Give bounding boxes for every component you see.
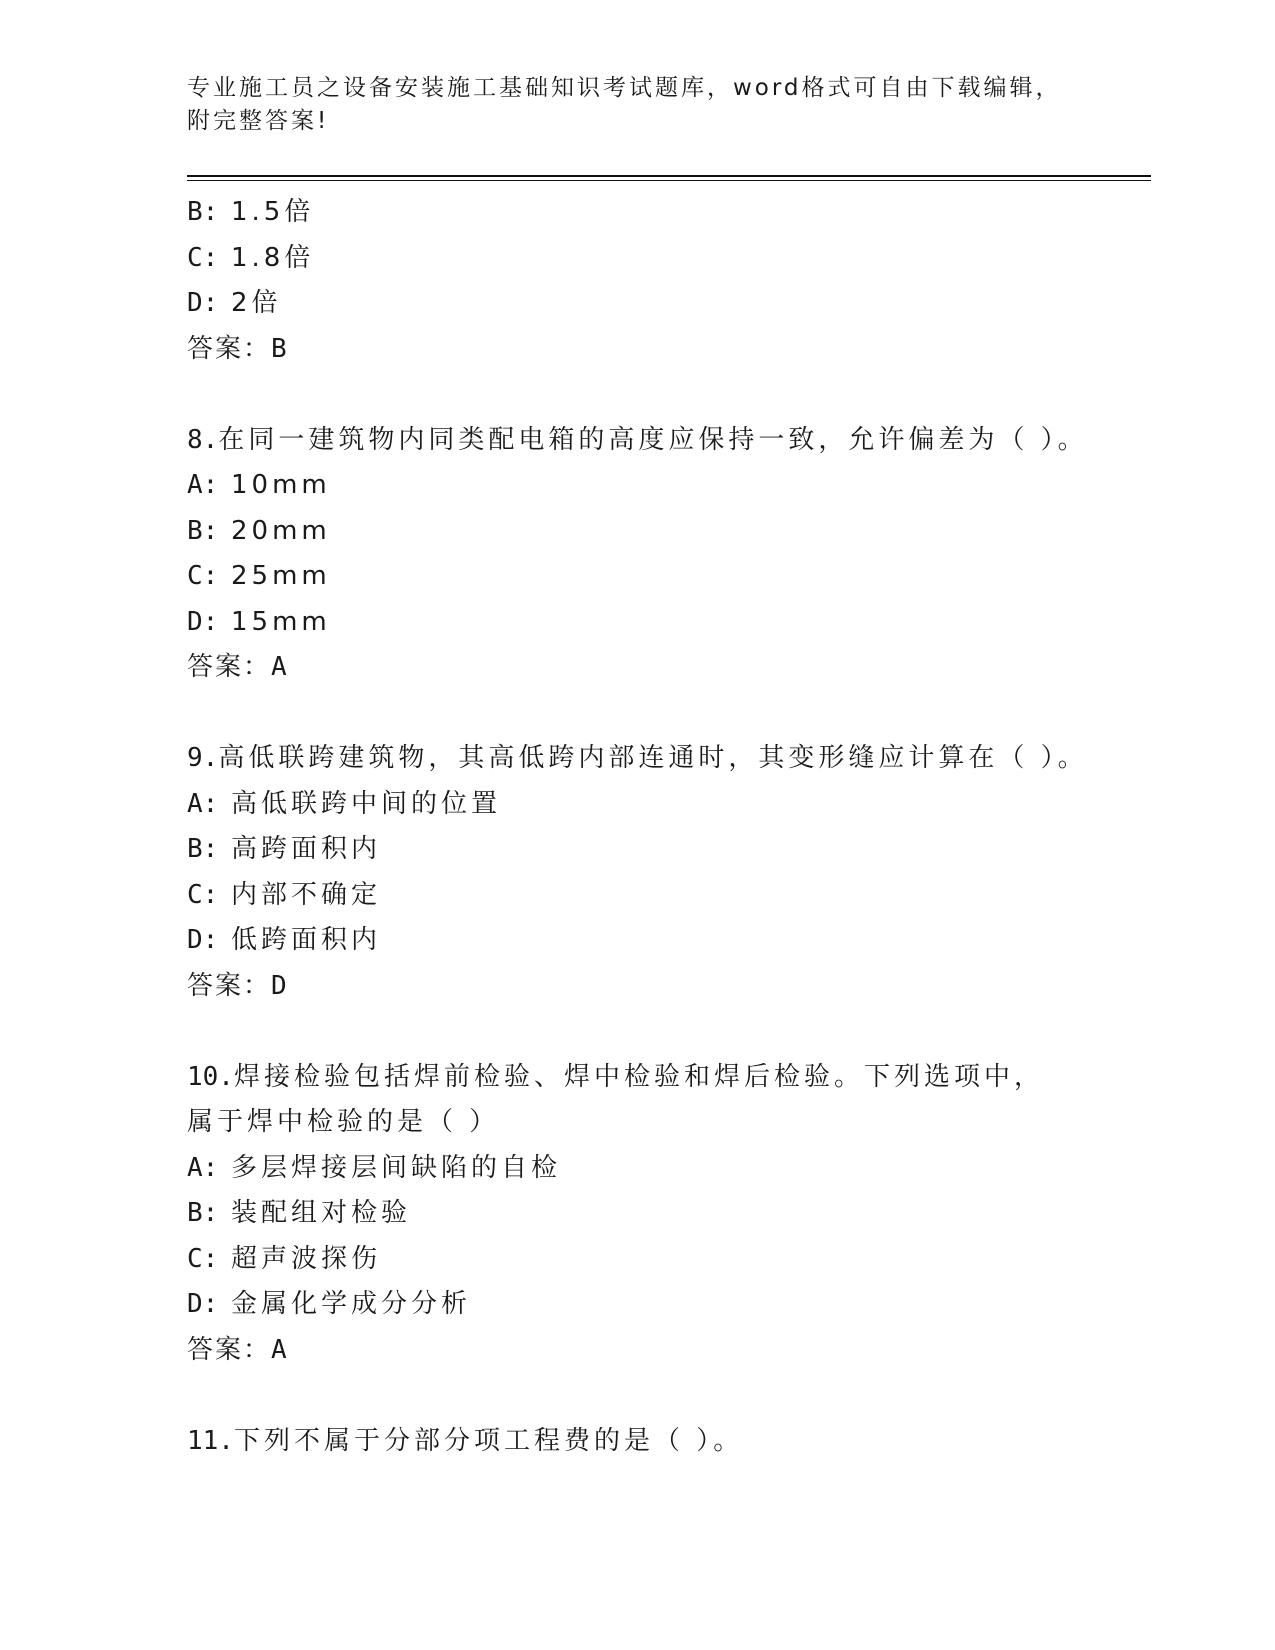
answer-line: 答案：D: [187, 970, 289, 1001]
option-d: [187, 918, 1107, 964]
option-a: [187, 463, 1107, 509]
option-key: B:: [187, 834, 219, 864]
option-text: 装配组对检验: [231, 1198, 412, 1228]
option-text: 25mm: [231, 561, 331, 591]
header-rule-thin: [187, 180, 1151, 181]
answer-line: 答案：A: [187, 1334, 289, 1365]
question-9: [187, 736, 1107, 1009]
spacer: [187, 691, 1107, 737]
question-stem: [187, 1419, 1107, 1465]
option-key: D:: [187, 288, 219, 318]
option-text: 20mm: [231, 515, 331, 546]
option-text: 内部不确定: [231, 879, 382, 910]
option-key: C:: [187, 561, 219, 591]
option-text: 10mm: [231, 470, 331, 500]
question-number: 11.: [187, 1425, 234, 1456]
question-10: [187, 1055, 1107, 1374]
option-text: 1.8倍: [231, 242, 315, 273]
option-text: 15mm: [231, 606, 331, 637]
option-text: 高跨面积内: [231, 834, 382, 864]
answer-line: 答案：A: [187, 652, 289, 682]
option-c: [187, 236, 1107, 282]
question-number: 10.: [187, 1061, 234, 1092]
spacer: [187, 1373, 1107, 1419]
question-text: 在同一建筑物内同类配电箱的高度应保持一致，允许偏差为（ ）。: [218, 424, 1088, 455]
option-key: A:: [187, 788, 219, 819]
option-key: D:: [187, 606, 219, 637]
question-8: [187, 418, 1107, 691]
question-number: 9.: [187, 743, 219, 773]
question-text: 下列不属于分部分项工程费的是（ ）。: [233, 1425, 744, 1456]
option-key: B:: [187, 197, 219, 227]
option-c: [187, 1237, 1107, 1283]
option-b: [187, 190, 1107, 236]
option-b: [187, 509, 1107, 555]
option-text: 金属化学成分分析: [231, 1289, 472, 1319]
option-key: C:: [187, 879, 219, 910]
option-key: A:: [187, 1152, 219, 1183]
option-d: [187, 1282, 1107, 1328]
option-text: 低跨面积内: [231, 925, 382, 955]
header-rule-thick: [187, 175, 1151, 177]
question-text: 焊接检验包括焊前检验、焊中检验和焊后检验。下列选项中，属于焊中检验的是（ ）: [187, 1061, 1044, 1137]
option-b: [187, 827, 1107, 873]
spacer: [187, 372, 1107, 418]
spacer: [187, 1009, 1107, 1055]
question-7-continued: [187, 190, 1107, 372]
option-b: [187, 1191, 1107, 1237]
document-header: 专业施工员之设备安装施工基础知识考试题库，word格式可自由下载编辑，附完整答案!: [187, 75, 1062, 134]
option-key: C:: [187, 1243, 219, 1274]
option-key: D:: [187, 1289, 219, 1319]
option-c: [187, 873, 1107, 919]
option-key: A:: [187, 470, 219, 500]
question-stem: [187, 1055, 1057, 1146]
question-stem: [187, 418, 1107, 464]
option-text: 1.5倍: [231, 197, 315, 227]
option-d: [187, 281, 1107, 327]
option-text: 2倍: [231, 288, 282, 318]
answer-line: 答案：B: [187, 333, 289, 364]
option-key: C:: [187, 242, 219, 273]
option-d: [187, 600, 1107, 646]
option-key: D:: [187, 925, 219, 955]
option-key: B:: [187, 515, 219, 546]
option-a: [187, 782, 1107, 828]
option-text: 多层焊接层间缺陷的自检: [231, 1152, 562, 1183]
question-11: [187, 1419, 1107, 1465]
option-a: [187, 1146, 1107, 1192]
option-key: B:: [187, 1198, 219, 1228]
question-list: [187, 190, 1107, 1464]
question-number: 8.: [187, 424, 219, 455]
option-text: 超声波探伤: [231, 1243, 382, 1274]
option-c: [187, 554, 1107, 600]
option-text: 高低联跨中间的位置: [231, 788, 502, 819]
question-stem: [187, 736, 1107, 782]
question-text: 高低联跨建筑物，其高低跨内部连通时，其变形缝应计算在（ ）。: [218, 743, 1088, 773]
